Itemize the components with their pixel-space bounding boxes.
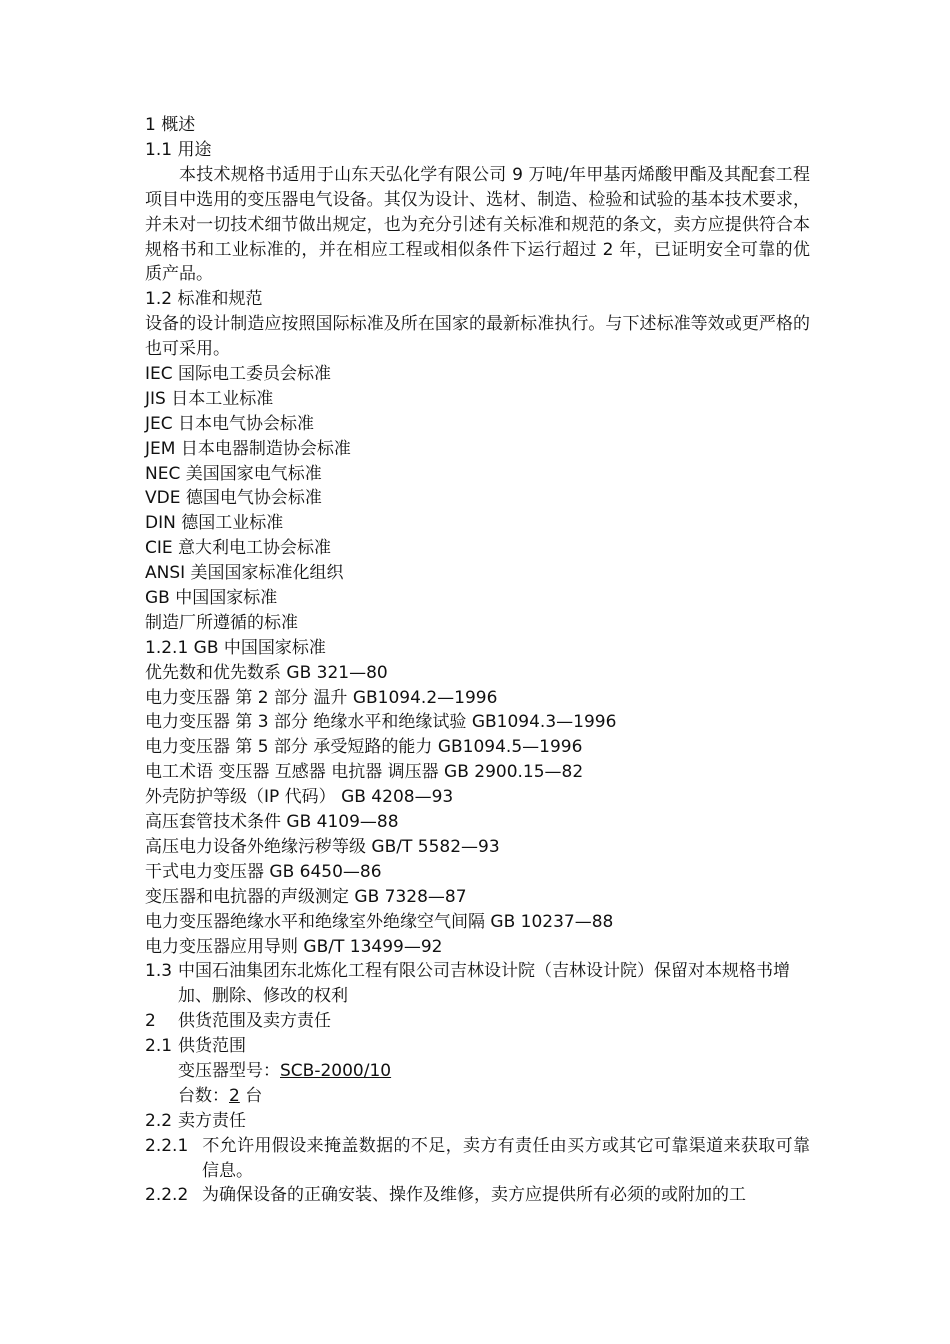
list-item: 制造厂所遵循的标准 [145,612,298,633]
section-text: 中国石油集团东北炼化工程有限公司吉林设计院（吉林设计院）保留对本规格书增加、删除、修改的权利 [178,961,790,1007]
section-text: 供货范围 [178,1036,246,1057]
list-item: 电力变压器 第 2 部分 温升 GB1094.2—1996 [145,687,498,708]
section-2-1-heading [145,1034,810,1059]
section-number: 2.2 [145,1110,173,1131]
section-1-heading: 1 概述 [145,115,196,135]
section-number: 2.2.1 [145,1135,189,1156]
gb-standards-list [145,661,810,960]
list-item: JEM 日本电器制造协会标准 [145,438,351,459]
list-item: JEC 日本电气协会标准 [145,413,315,434]
list-item: 电力变压器绝缘水平和绝缘室外绝缘空气间隔 GB 10237—88 [145,911,614,932]
list-item: 干式电力变压器 GB 6450—86 [145,861,382,882]
list-item: 电工术语 变压器 互感器 电抗器 调压器 GB 2900.15—82 [145,762,584,783]
section-number: 2.1 [145,1036,173,1057]
standards-paragraph: 设备的设计制造应按照国际标准及所在国家的最新标准执行。与下述标准等效或更严格的也可采用。 [145,314,810,360]
section-2-2-heading [145,1109,810,1134]
list-item: NEC 美国国家电气标准 [145,463,322,484]
quantity-line [145,1084,810,1109]
list-item: VDE 德国电气协会标准 [145,488,322,509]
list-item: 外壳防护等级（IP 代码） GB 4208—93 [145,787,454,808]
quantity-unit: 台 [239,1085,263,1106]
standards-list [145,362,810,636]
model-value: SCB-2000/10 [280,1060,392,1081]
list-item: CIE 意大利电工协会标准 [145,538,332,559]
list-item: DIN 德国工业标准 [145,513,284,534]
list-item: 优先数和优先数系 GB 321—80 [145,662,388,683]
quantity-label: 台数： [178,1085,229,1106]
section-text: 不允许用假设来掩盖数据的不足，卖方有责任由买方或其它可靠渠道来获取可靠信息。 [202,1135,810,1181]
section-number: 2.2.2 [145,1185,189,1206]
list-item: 高压电力设备外绝缘污秽等级 GB/T 5582—93 [145,836,500,857]
section-text: 为确保设备的正确安装、操作及维修，卖方应提供所有必须的或附加的工 [202,1185,746,1206]
list-item: 电力变压器 第 5 部分 承受短路的能力 GB1094.5—1996 [145,737,583,758]
list-item: 高压套管技术条件 GB 4109—88 [145,812,399,833]
section-text: 供货范围及卖方责任 [178,1011,331,1032]
list-item: 电力变压器 第 3 部分 绝缘水平和绝缘试验 GB1094.3—1996 [145,712,617,733]
list-item: ANSI 美国国家标准化组织 [145,563,344,584]
list-item: 电力变压器应用导则 GB/T 13499—92 [145,936,443,957]
section-2-2-2 [145,1183,810,1208]
section-1-3 [145,959,810,1009]
list-item: IEC 国际电工委员会标准 [145,364,332,385]
section-number: 1.3 [145,961,173,982]
section-1-2-1-heading: 1.2.1 GB 中国国家标准 [145,637,326,658]
quantity-value: 2 [229,1085,240,1106]
section-number: 2 [145,1011,156,1032]
section-1-1-heading: 1.1 用途 [145,139,212,160]
model-label: 变压器型号： [178,1060,280,1081]
list-item: JIS 日本工业标准 [145,388,274,409]
section-2-2-1 [145,1134,810,1184]
list-item: GB 中国国家标准 [145,588,278,609]
transformer-model-line [145,1059,810,1084]
section-2-heading [145,1009,810,1034]
section-text: 卖方责任 [178,1110,246,1131]
document-page [145,113,810,1208]
usage-paragraph: 本技术规格书适用于山东天弘化学有限公司 9 万吨/年甲基丙烯酸甲酯及其配套工程项目中选用的变压器电气设备。其仅为设计、选材、制造、检验和试验的基本技术要求，并未对一切技术细节做出规定，也为充分引述有关标准和规范的条文，卖方应提供符合本规格书和工业标准的，并在相应工程或相似条件下运行超过 2 年，已证明安全可靠的优质产品。 [145,164,810,285]
list-item: 变压器和电抗器的声级测定 GB 7328—87 [145,886,467,907]
section-1-2-heading: 1.2 标准和规范 [145,289,263,310]
